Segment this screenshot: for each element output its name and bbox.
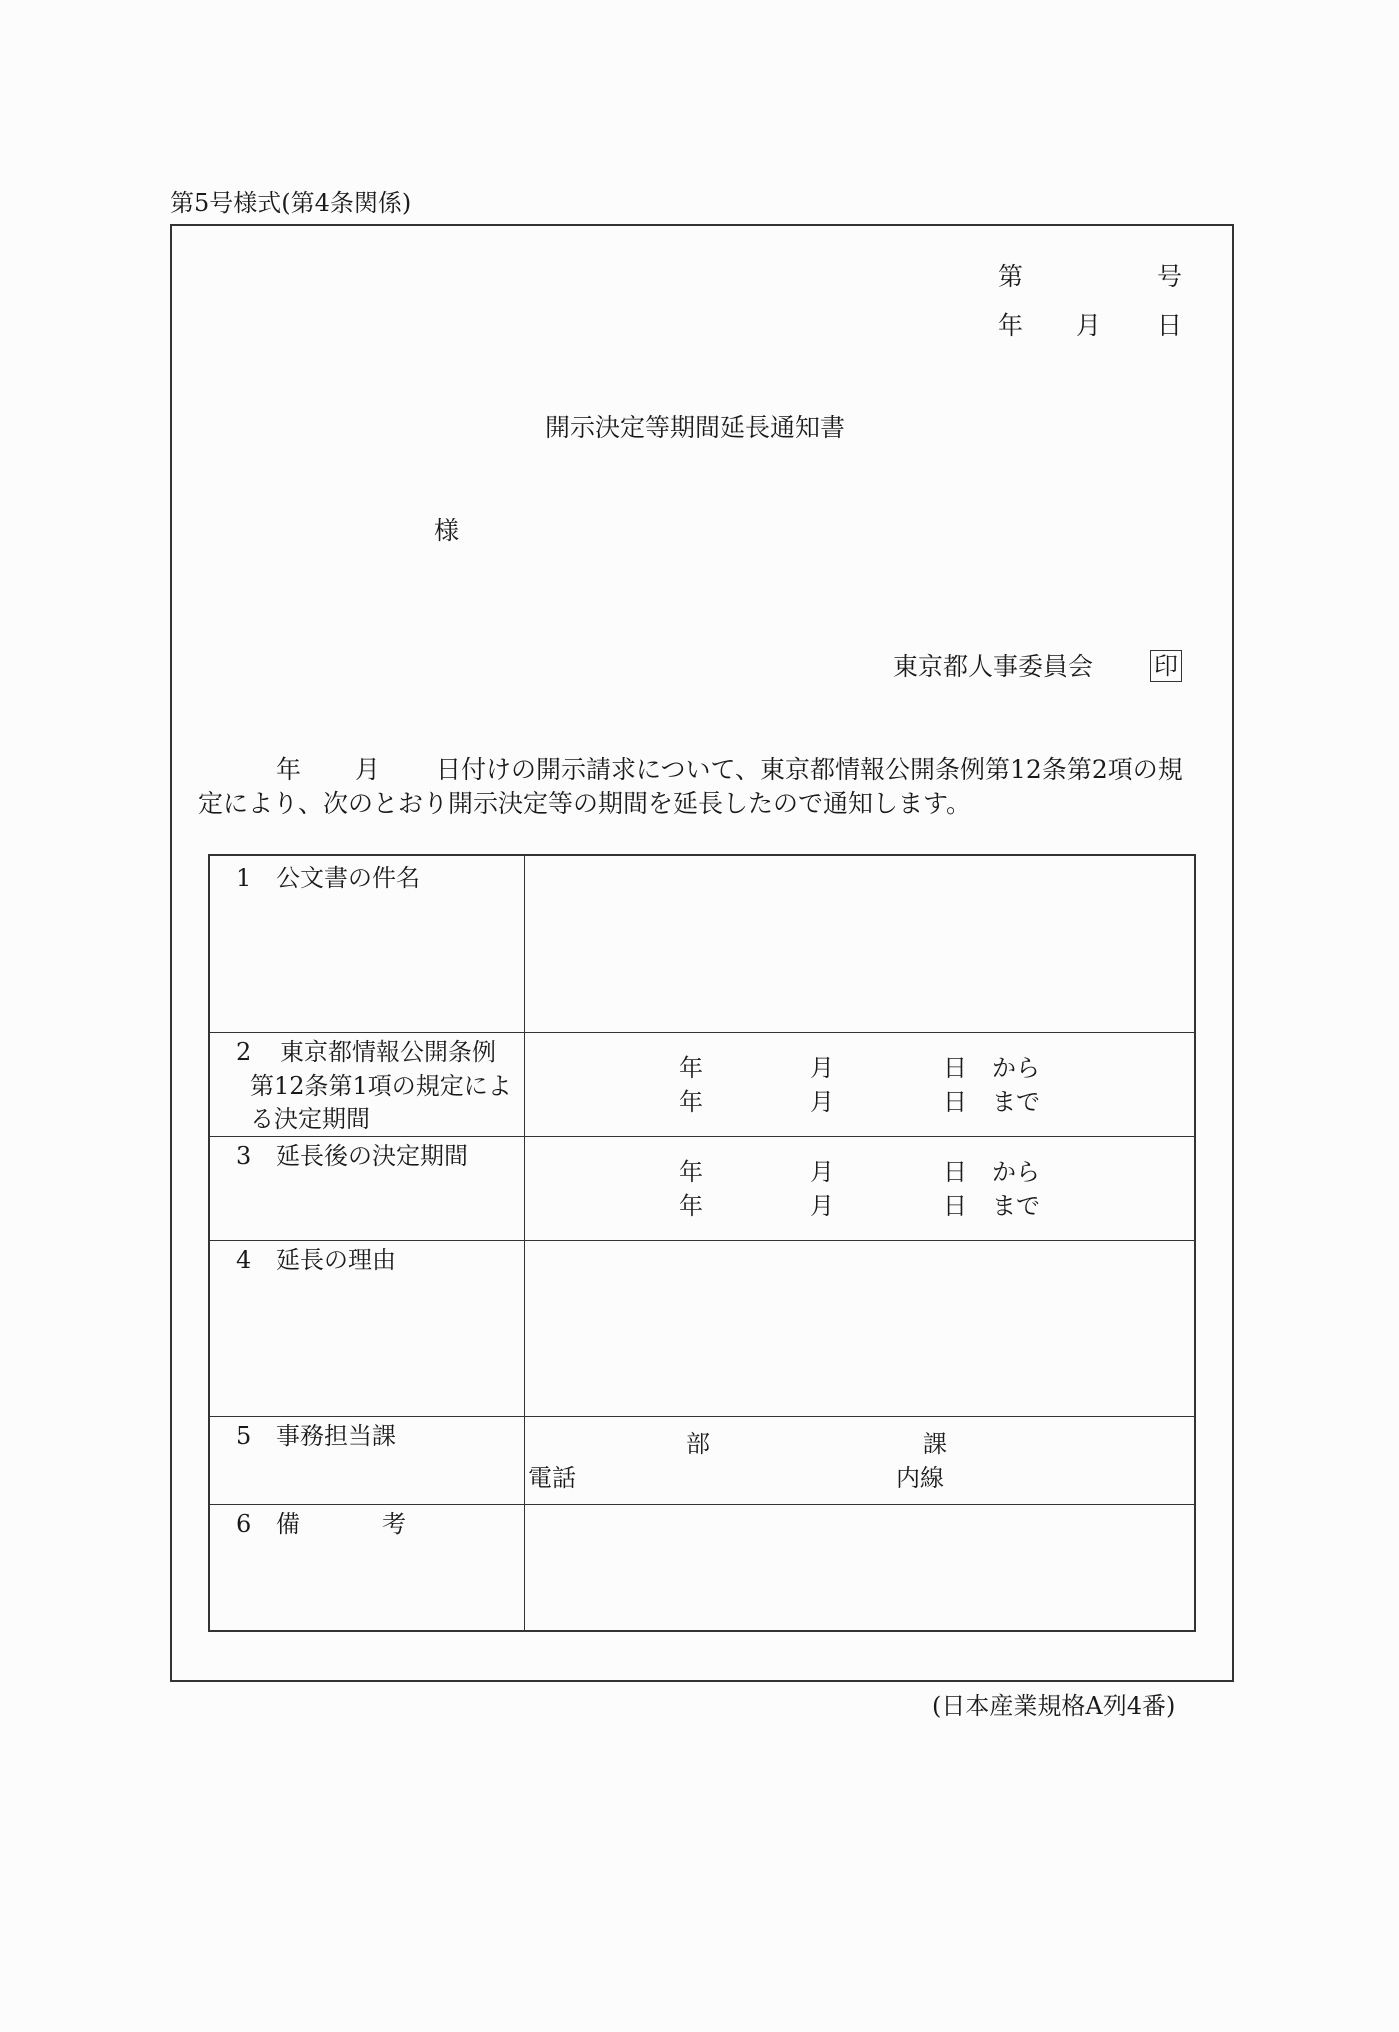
- row-3-number: 3: [236, 1142, 252, 1170]
- row-3-to-month: 月: [810, 1192, 834, 1220]
- row-2-to-month: 月: [810, 1088, 834, 1116]
- table-row-divider: [210, 1240, 1194, 1241]
- row-1-label: 公文書の件名: [276, 864, 420, 892]
- date-month-label: 月: [1076, 311, 1102, 340]
- body-text-line-2: 定により、次のとおり開示決定等の期間を延長したので通知します。: [198, 789, 972, 818]
- row-3-from-month: 月: [810, 1158, 834, 1186]
- table-column-divider: [524, 856, 525, 1630]
- table-row-divider: [210, 1136, 1194, 1137]
- row-2-from-suffix: から: [992, 1054, 1040, 1082]
- row-4-number: 4: [236, 1246, 252, 1274]
- form-label: 第5号様式(第4条関係): [170, 189, 412, 217]
- row-5-number: 5: [236, 1422, 252, 1450]
- row-2-label-line-2: 第12条第1項の規定によ: [250, 1072, 512, 1100]
- table-row-divider: [210, 1504, 1194, 1505]
- row-2-to-suffix: まで: [992, 1088, 1040, 1116]
- row-5-label: 事務担当課: [276, 1422, 396, 1450]
- row-2-number: 2: [236, 1038, 252, 1066]
- paper-size-note: (日本産業規格A列4番): [932, 1692, 1176, 1720]
- row-5-extension-label: 内線: [896, 1464, 944, 1492]
- row-6-label-part-1: 備: [276, 1510, 300, 1538]
- document-title: 開示決定等期間延長通知書: [545, 413, 846, 442]
- row-3-from-year: 年: [679, 1158, 703, 1186]
- row-5-department-label: 部: [686, 1430, 710, 1458]
- row-2-from-day: 日: [943, 1054, 967, 1082]
- document-number-prefix: 第: [998, 262, 1024, 291]
- row-1-number: 1: [236, 864, 252, 892]
- row-2-label-line-1: 東京都情報公開条例: [280, 1038, 496, 1066]
- date-day-label: 日: [1157, 311, 1183, 340]
- row-3-from-suffix: から: [992, 1158, 1040, 1186]
- row-2-to-day: 日: [943, 1088, 967, 1116]
- row-2-label-line-3: る決定期間: [250, 1105, 370, 1133]
- table-row-divider: [210, 1416, 1194, 1417]
- body-month-label: 月: [355, 755, 381, 784]
- row-3-from-day: 日: [943, 1158, 967, 1186]
- addressee-honorific: 様: [434, 516, 460, 545]
- table-row-divider: [210, 1032, 1194, 1033]
- row-6-label-part-2: 考: [382, 1510, 406, 1538]
- row-3-label: 延長後の決定期間: [276, 1142, 468, 1170]
- row-5-phone-label: 電話: [528, 1464, 576, 1492]
- body-year-label: 年: [276, 755, 302, 784]
- row-2-from-month: 月: [810, 1054, 834, 1082]
- row-3-to-day: 日: [943, 1192, 967, 1220]
- row-5-section-label: 課: [923, 1430, 947, 1458]
- row-6-number: 6: [236, 1510, 252, 1538]
- seal-stamp: 印: [1150, 650, 1182, 682]
- row-2-from-year: 年: [679, 1054, 703, 1082]
- row-4-label: 延長の理由: [276, 1246, 396, 1274]
- date-year-label: 年: [998, 311, 1024, 340]
- row-3-to-suffix: まで: [992, 1192, 1040, 1220]
- info-table: [208, 854, 1196, 1632]
- body-text-line-1: 日付けの開示請求について、東京都情報公開条例第12条第2項の規: [436, 755, 1183, 784]
- row-3-to-year: 年: [679, 1192, 703, 1220]
- row-2-to-year: 年: [679, 1088, 703, 1116]
- document-number-suffix: 号: [1157, 262, 1183, 291]
- issuer-name: 東京都人事委員会: [893, 652, 1094, 681]
